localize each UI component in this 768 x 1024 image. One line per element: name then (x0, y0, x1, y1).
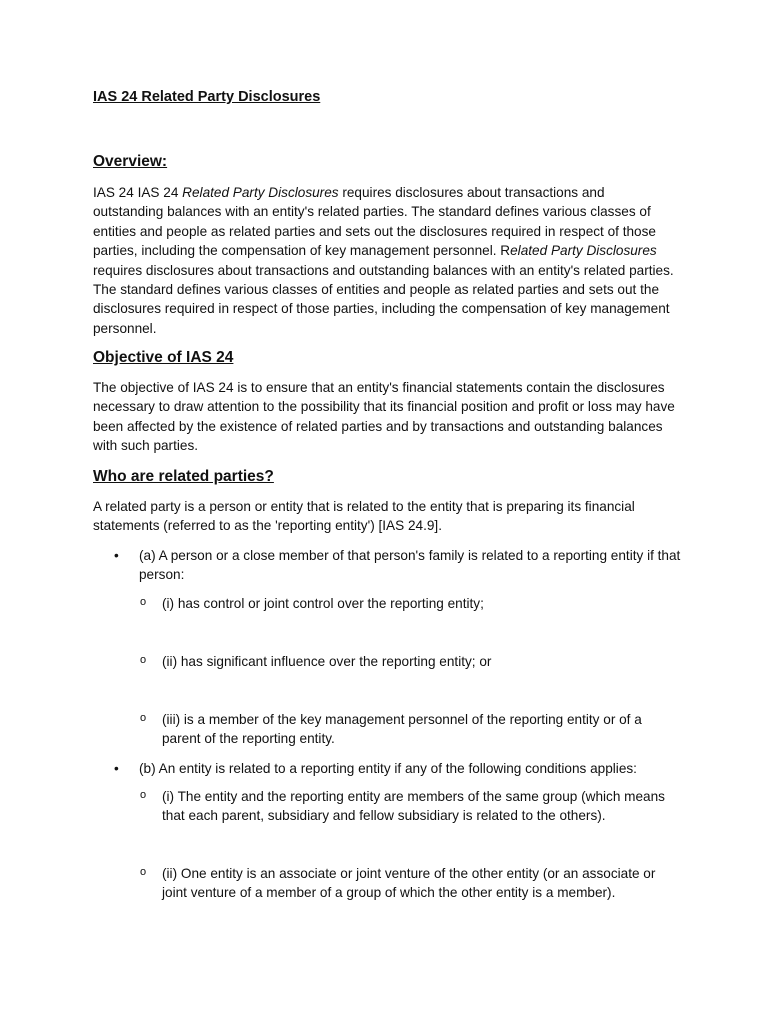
list-item-text: (a) A person or a close member of that person's family is related to a reporting entity if that person: (139, 548, 681, 583)
overview-text-3: requires disclosures about transactions and outstanding balances with an entity's related parties. The standard defines various classes of entities and people as related parties and sets out the disclosures required in respect of those parties, including the compensation of key management personnel. (93, 262, 674, 336)
sub-list-item (140, 710, 682, 749)
overview-italic-2: elated Party Disclosures (510, 243, 657, 259)
list-item (114, 546, 681, 585)
list-item-text: (b) An entity is related to a reporting entity if any of the following conditions applies: (139, 761, 637, 776)
sub-list-item-text: (i) The entity and the reporting entity are members of the same group (which means that each parent, subsidiary and fellow subsidiary is related to the others). (162, 789, 665, 824)
sub-bullet-icon: o (140, 654, 147, 666)
sub-list-item-text: (ii) has significant influence over the reporting entity; or (162, 654, 492, 669)
objective-paragraph: The objective of IAS 24 is to ensure that an entity's financial statements contain the disclosures necessary to draw attention to the possibility that its financial position and profit or loss may have been affected by the existence of related parties and by transactions and outstanding balances with such parties. (93, 380, 675, 454)
overview-italic-1: Related Party Disclosures (182, 185, 339, 200)
overview-text-1: IAS 24 IAS 24 (93, 185, 183, 200)
sub-list-item (140, 652, 682, 671)
sub-list-item (140, 787, 682, 826)
related-parties-heading: Who are related parties? (93, 468, 274, 485)
sub-bullet-icon: o (140, 596, 147, 608)
overview-heading: Overview: (93, 153, 168, 170)
sub-list-item (140, 864, 682, 903)
objective-heading: Objective of IAS 24 (93, 349, 234, 366)
list-item (114, 759, 681, 778)
sub-bullet-icon: o (140, 712, 147, 724)
sub-bullet-icon: o (140, 789, 147, 801)
sub-list-item-text: (iii) is a member of the key management personnel of the reporting entity or of a parent of the reporting entity. (162, 712, 642, 747)
related-parties-intro: A related party is a person or entity that is related to the entity that is preparing its financial statements (referred to as the 'reporting entity') [IAS 24.9]. (93, 499, 635, 534)
bullet-icon: • (114, 761, 119, 776)
bullet-icon: • (114, 548, 119, 563)
sub-list-item (140, 594, 682, 613)
sub-list-item-text: (i) has control or joint control over the reporting entity; (162, 596, 484, 611)
overview-text-2: requires disclosures about transactions and outstanding balances with an entity's related parties. The standard defines various classes of entities and people as related parties and sets out the disclosures required in respect of those parties, including the compensation of key management personnel. R (93, 185, 656, 259)
document-title: IAS 24 Related Party Disclosures (93, 89, 321, 105)
sub-list-item-text: (ii) One entity is an associate or joint venture of the other entity (or an associate or joint venture of a member of a group of which the other entity is a member). (162, 866, 656, 901)
sub-bullet-icon: o (140, 866, 147, 878)
overview-paragraph (93, 183, 678, 338)
